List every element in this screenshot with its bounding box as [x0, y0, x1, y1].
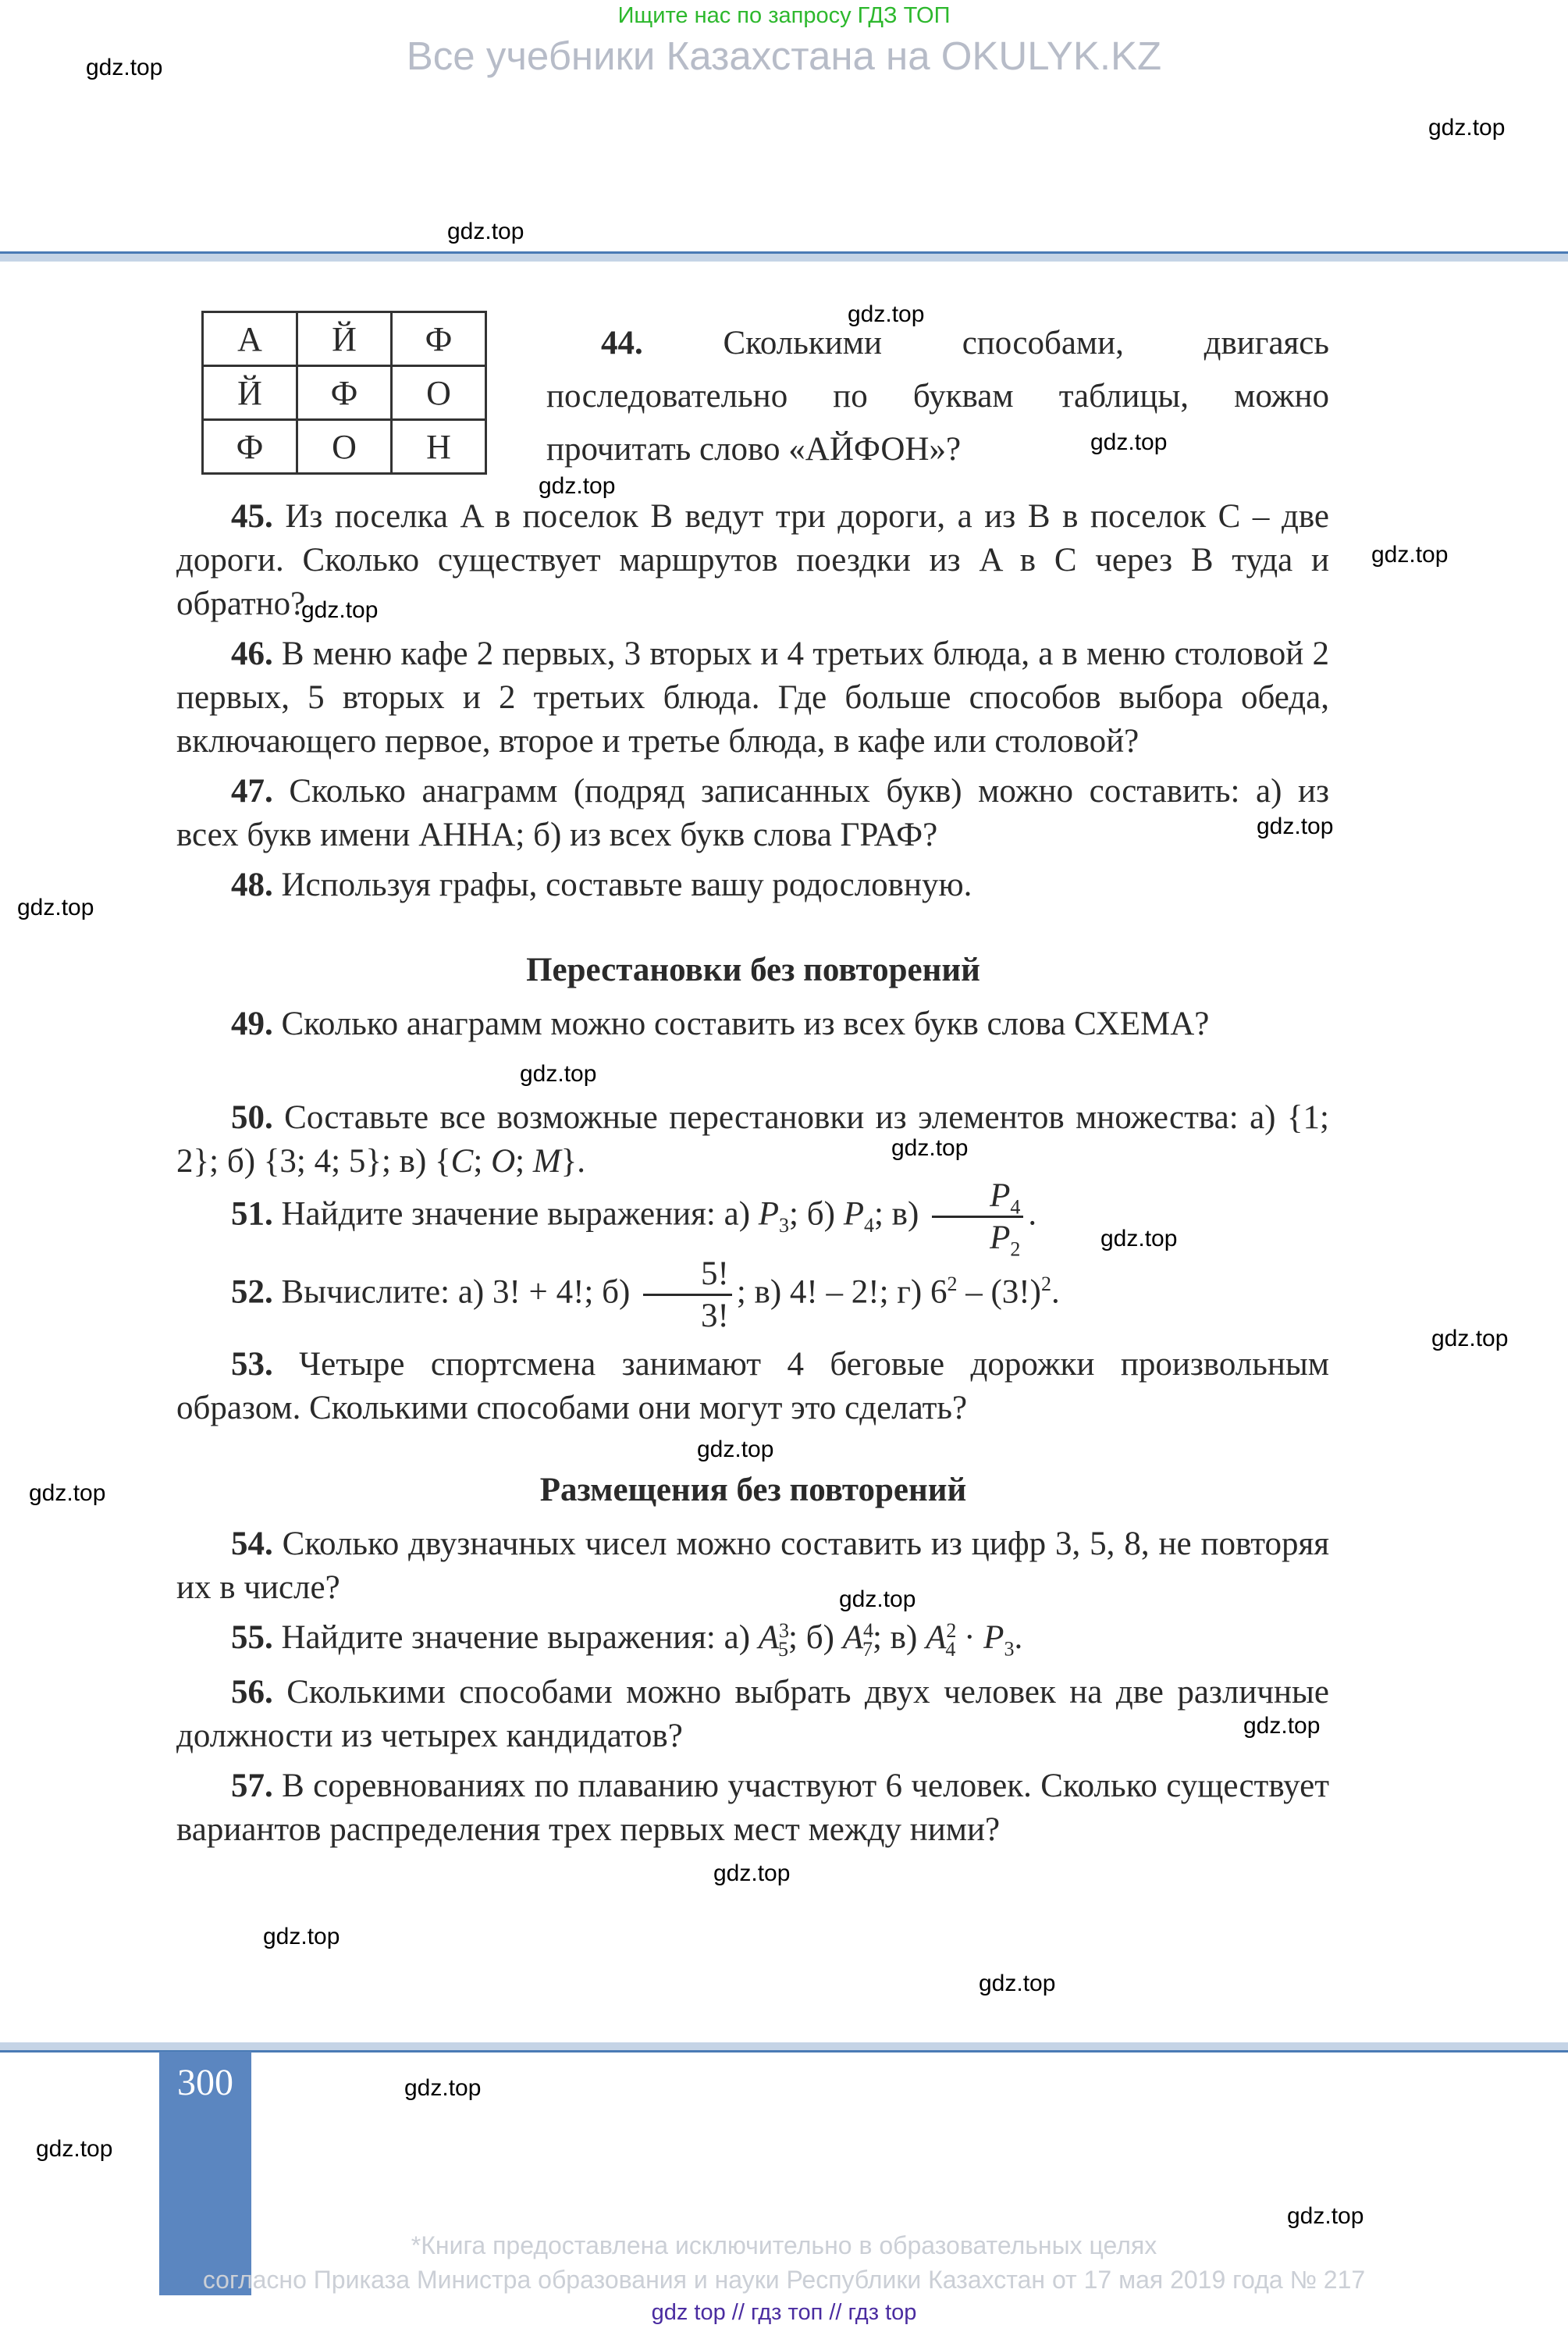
watermark: gdz.top [848, 301, 925, 327]
problem-number: 52. [231, 1273, 273, 1311]
top-rule [0, 251, 1568, 262]
watermark: gdz.top [301, 597, 379, 623]
problem-text: Вычислите: а) 3! + 4!; б) [272, 1273, 639, 1311]
problem-47 [176, 770, 1329, 857]
problem-number: 50. [231, 1099, 273, 1136]
problem-text: Составьте все возможные перестановки из элементов множества: а) {1; 2}; б) {3; 4; 5}; в) { [176, 1099, 1329, 1180]
grid-cell: А [203, 312, 297, 366]
problem-text: Сколько анаграмм можно составить из всех букв слова СХЕМА? [272, 1006, 1210, 1042]
fraction: $\frac{P_4}{P_2}$ [932, 1179, 1023, 1255]
problem-number: 56. [231, 1674, 273, 1711]
problem-number: 46. [231, 636, 273, 672]
letter-grid-table [201, 311, 487, 475]
footer-links[interactable]: gdz top // гдз топ // гдз top [651, 2300, 917, 2325]
problem-number: 44. [601, 325, 643, 361]
section-heading-arrangements: Размещения без повторений [539, 1472, 967, 1508]
site-title[interactable]: Все учебники Казахстана на OKULYK.KZ [406, 34, 1162, 78]
problem-57 [176, 1764, 1329, 1852]
grid-cell: Ф [297, 366, 392, 420]
watermark: gdz.top [1287, 2203, 1364, 2229]
watermark: gdz.top [447, 219, 524, 244]
watermark: gdz.top [979, 1971, 1056, 1996]
problem-number: 47. [231, 773, 273, 810]
problem-text: В меню кафе 2 первых, 3 вторых и 4 третьих блюда, а в меню столовой 2 первых, 5 вторых и 2 третьих блюда. Где больше способов выбора обеда, включающего первое, второе и третье блюда, в кафе или столовой? [176, 636, 1329, 760]
problem-44 [546, 317, 1329, 476]
watermark: gdz.top [1428, 115, 1506, 141]
watermark: gdz.top [520, 1061, 597, 1087]
grid-cell: Н [392, 420, 486, 474]
watermark: gdz.top [29, 1480, 106, 1506]
grid-cell: О [392, 366, 486, 420]
problem-52: 52. Вычислите: а) 3! + 4!; б) $\frac{5!}{3!}$ ; в) 4! – 2!; г) $6^2 - (3!)^2$. [231, 1255, 1060, 1334]
problem-number: 53. [231, 1346, 273, 1383]
set-element: C [450, 1143, 474, 1180]
footer-disclaimer: *Книга предоставлена исключительно в образовательных целях [411, 2231, 1157, 2259]
watermark: gdz.top [36, 2136, 113, 2162]
watermark: gdz.top [263, 1924, 340, 1949]
grid-cell: О [297, 420, 392, 474]
watermark: gdz.top [891, 1135, 969, 1161]
watermark: gdz.top [1371, 542, 1449, 568]
watermark: gdz.top [1243, 1713, 1321, 1739]
footer-order-reference: согласно Приказа Министра образования и науки Республики Казахстан от 17 мая 2019 года № 217 [202, 2266, 1366, 2294]
problem-number: 45. [231, 498, 273, 535]
watermark: gdz.top [404, 2075, 482, 2101]
problem-text: Из поселка A в поселок B ведут три дороги, а из B в поселок C – две дороги. Сколько существует маршрутов поездки из A в C через B туда и обратно? [176, 498, 1329, 622]
problem-number: 49. [231, 1006, 273, 1042]
watermark: gdz.top [1431, 1326, 1509, 1351]
fraction: $\frac{5!}{3!}$ [643, 1257, 732, 1333]
problem-number: 54. [231, 1526, 273, 1562]
set-element: M [532, 1143, 561, 1180]
problem-text: Сколькими способами, двигаясь последовательно по буквам таблицы, можно прочитать слово «АЙФОН»? [546, 325, 1329, 468]
problem-text: Сколькими способами можно выбрать двух человек на две различные должности из четырех кандидатов? [176, 1674, 1329, 1754]
problem-53 [176, 1343, 1329, 1430]
search-banner: Ищите нас по запросу ГДЗ ТОП [617, 3, 951, 28]
problem-text: Четыре спортсмена занимают 4 беговые дорожки произвольным образом. Сколькими способами они могут это сделать? [176, 1346, 1329, 1426]
watermark: gdz.top [713, 1860, 791, 1886]
problem-number: 51. [231, 1195, 273, 1233]
grid-cell: Й [203, 366, 297, 420]
problem-text: Сколько двузначных чисел можно составить из цифр 3, 5, 8, не повторяя их в числе? [176, 1526, 1329, 1606]
page-number: 300 [177, 2062, 233, 2103]
problem-50: 50. Составьте все возможные перестановки из элементов множества: а) {1; 2}; б) {3; 4; 5}; в) {C; O; M}. [176, 1099, 1329, 1180]
problem-text: Найдите значение выражения: а) [272, 1619, 759, 1656]
problem-text: Сколько анаграмм (подряд записанных букв) можно составить: а) из всех букв имени АННА; б) из всех букв слова ГРАФ? [176, 773, 1329, 853]
section-heading-permutations: Перестановки без повторений [526, 952, 980, 988]
watermark: gdz.top [1100, 1226, 1178, 1251]
problem-55: 55. Найдите значение выражения: а) $A^3_5$; б) $A^4_7$; в) $A^2_4 \cdot P_3$. [231, 1619, 1023, 1661]
problem-number: 55. [231, 1619, 273, 1656]
problem-56 [176, 1671, 1329, 1758]
problem-51: 51. Найдите значение выражения: а) $P_3$; б) $P_4$; в) $\frac{P_4}{P_2}$ . [231, 1177, 1037, 1261]
grid-cell: Ф [392, 312, 486, 366]
problem-text: Найдите значение выражения: а) [272, 1195, 759, 1233]
problem-48 [176, 863, 1329, 907]
watermark: gdz.top [17, 895, 94, 920]
problem-text: Используя графы, составьте вашу родословную. [272, 867, 972, 903]
problem-45 [176, 495, 1329, 626]
grid-cell: Й [297, 312, 392, 366]
problem-54 [176, 1522, 1329, 1610]
problem-46 [176, 632, 1329, 764]
problem-49 [176, 1002, 1329, 1046]
watermark: gdz.top [539, 473, 616, 499]
watermark: gdz.top [697, 1437, 774, 1462]
problem-number: 57. [231, 1768, 273, 1804]
watermark: gdz.top [1090, 429, 1168, 455]
set-element: O [491, 1143, 516, 1180]
problem-text: В соревнованиях по плаванию участвуют 6 человек. Сколько существует вариантов распределения трех первых мест между ними? [176, 1768, 1329, 1848]
watermark: gdz.top [1257, 814, 1334, 839]
grid-cell: Ф [203, 420, 297, 474]
problem-number: 48. [231, 867, 273, 903]
watermark: gdz.top [86, 55, 163, 80]
watermark: gdz.top [839, 1586, 916, 1612]
